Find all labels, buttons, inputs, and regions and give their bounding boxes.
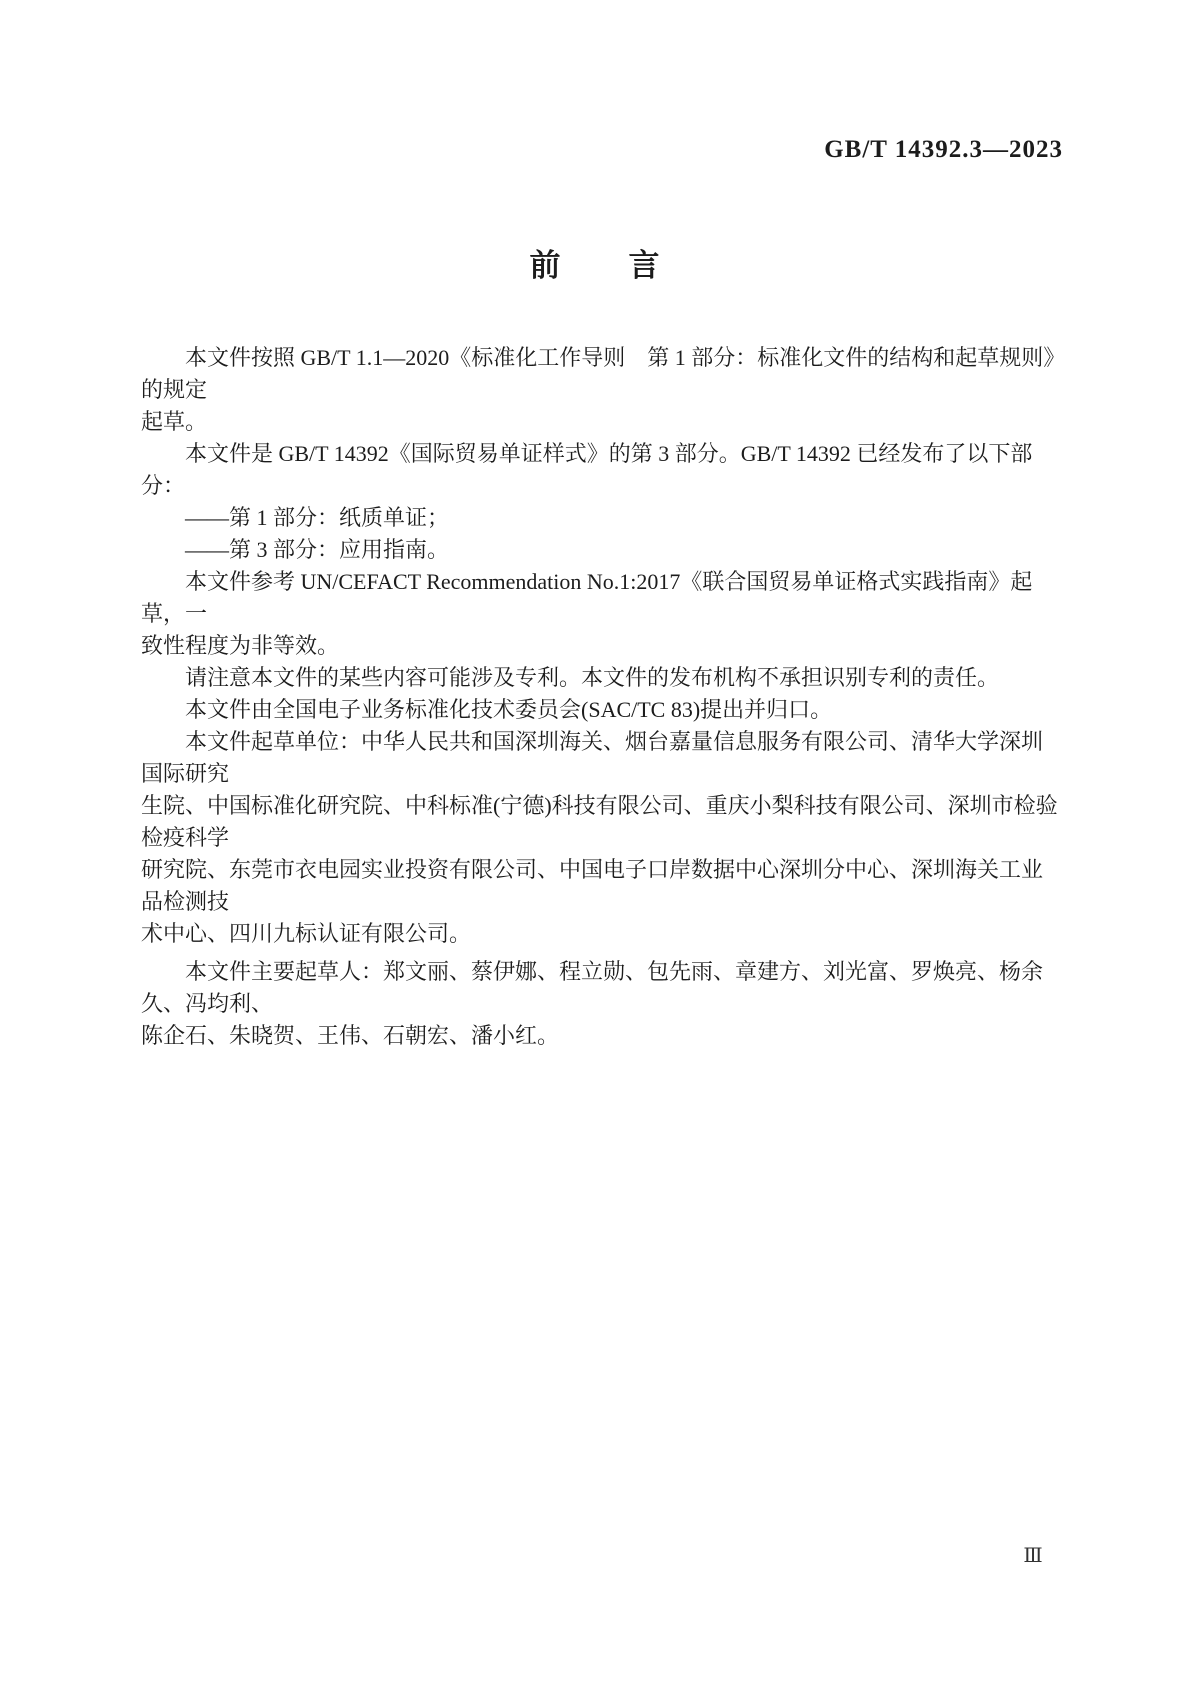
body-line: 本文件起草单位：中华人民共和国深圳海关、烟台嘉量信息服务有限公司、清华大学深圳国际研究: [141, 729, 1044, 786]
body-line: 研究院、东莞市衣电园实业投资有限公司、中国电子口岸数据中心深圳分中心、深圳海关工业品检测技: [141, 857, 1044, 914]
body-line: 陈企石、朱晓贺、王伟、石朝宏、潘小红。: [141, 1023, 560, 1048]
page-number: Ⅲ: [1023, 1545, 1043, 1567]
foreword-body: [141, 342, 1063, 1052]
body-line: 致性程度为非等效。: [141, 633, 340, 658]
body-line: 本文件主要起草人：郑文丽、蔡伊娜、程立勋、包先雨、章建方、刘光富、罗焕亮、杨余久、冯均利、: [141, 959, 1044, 1016]
body-line: 起草。: [141, 409, 208, 434]
body-line: 请注意本文件的某些内容可能涉及专利。本文件的发布机构不承担识别专利的责任。: [185, 665, 1000, 690]
body-line: 本文件是 GB/T 14392《国际贸易单证样式》的第 3 部分。GB/T 14392 已经发布了以下部分：: [141, 441, 1033, 498]
body-line: 本文件由全国电子业务标准化技术委员会(SAC/TC 83)提出并归口。: [185, 697, 833, 722]
body-line-list-item: ——第 1 部分：纸质单证；: [185, 505, 450, 530]
body-line: 本文件参考 UN/CEFACT Recommendation No.1:2017《联合国贸易单证格式实践指南》起草，一: [141, 569, 1033, 626]
page-title: 前 言: [529, 248, 662, 283]
body-line-list-item: ——第 3 部分：应用指南。: [185, 537, 450, 562]
body-line: 生院、中国标准化研究院、中科标准(宁德)科技有限公司、重庆小梨科技有限公司、深圳市检验检疫科学: [141, 793, 1058, 850]
standard-number: GB/T 14392.3—2023: [824, 136, 1063, 163]
body-line: 本文件按照 GB/T 1.1—2020《标准化工作导则 第 1 部分：标准化文件的结构和起草规则》的规定: [141, 345, 1055, 402]
body-line: 术中心、四川九标认证有限公司。: [141, 921, 472, 946]
